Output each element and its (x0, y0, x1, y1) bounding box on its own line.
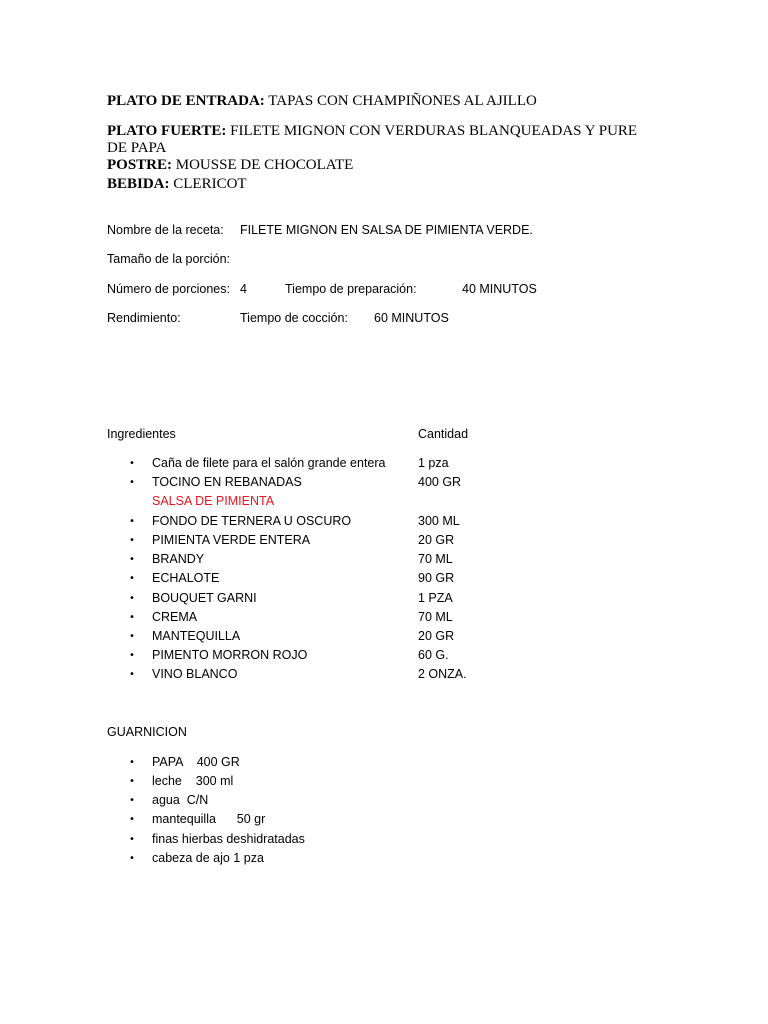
fuerte-value: FILETE MIGNON CON VERDURAS BLANQUEADAS Y PURE DE PAPA (107, 123, 638, 156)
rendimiento-label: Rendimiento: (107, 311, 181, 325)
bullet-icon: • (129, 593, 135, 604)
ingredient-qty: 60 G. (418, 648, 449, 662)
prep-value: 40 MINUTOS (462, 282, 537, 296)
nombre-label: Nombre de la receta: (107, 223, 224, 237)
ingredient-qty: 2 ONZA. (418, 667, 467, 681)
bullet-icon: • (129, 612, 135, 623)
garnish-title: GUARNICION (107, 725, 187, 739)
postre-line (107, 157, 353, 174)
bullet-icon: • (129, 814, 135, 825)
ingredient-qty: 20 GR (418, 629, 455, 643)
porciones-label: Número de porciones: (107, 282, 230, 296)
bullet-icon: • (129, 853, 135, 864)
ingredient-name: BRANDY (152, 552, 205, 566)
garnish-item: mantequilla 50 gr (152, 812, 266, 826)
ingredient-qty: 70 ML (418, 610, 453, 624)
porciones-value: 4 (240, 282, 247, 296)
ingredient-qty: 70 ML (418, 552, 453, 566)
ingredient-qty: 20 GR (418, 533, 455, 547)
ingredient-name: ECHALOTE (152, 571, 220, 585)
bullet-icon: • (129, 477, 135, 488)
prep-label: Tiempo de preparación: (285, 282, 417, 296)
entrada-value: TAPAS CON CHAMPIÑONES AL AJILLO (264, 93, 537, 109)
bullet-icon: • (129, 669, 135, 680)
bebida-value: CLERICOT (169, 176, 247, 192)
bullet-icon: • (129, 650, 135, 661)
garnish-item: PAPA 400 GR (152, 755, 240, 769)
tamano-label: Tamaño de la porción: (107, 252, 230, 266)
bullet-icon: • (129, 554, 135, 565)
bullet-icon: • (129, 776, 135, 787)
ingredient-qty: 300 ML (418, 514, 460, 528)
ingredient-name: MANTEQUILLA (152, 629, 241, 643)
coccion-label: Tiempo de cocción: (240, 311, 348, 325)
entrada-label: PLATO DE ENTRADA: (107, 93, 265, 109)
bullet-icon: • (129, 757, 135, 768)
ingredient-name: PIMENTO MORRON ROJO (152, 648, 308, 662)
entrada-line (107, 93, 537, 110)
coccion-value: 60 MINUTOS (374, 311, 449, 325)
garnish-item: finas hierbas deshidratadas (152, 832, 305, 846)
ingredient-qty: 400 GR (418, 475, 462, 489)
bullet-icon: • (129, 631, 135, 642)
quantity-header: Cantidad (418, 427, 469, 441)
garnish-item: leche 300 ml (152, 774, 234, 788)
fuerte-label: PLATO FUERTE: (107, 123, 227, 139)
bullet-icon: • (129, 516, 135, 527)
ingredient-qty: 1 pza (418, 456, 449, 470)
salsa-subheading: SALSA DE PIMIENTA (152, 494, 275, 508)
ingredient-name: BOUQUET GARNI (152, 591, 257, 605)
bebida-line (107, 176, 247, 193)
ingredient-name: CREMA (152, 610, 198, 624)
ingredients-header: Ingredientes (107, 427, 176, 441)
postre-label: POSTRE: (107, 157, 173, 173)
bullet-icon: • (129, 795, 135, 806)
ingredient-qty: 90 GR (418, 571, 455, 585)
bullet-icon: • (129, 458, 135, 469)
nombre-value: FILETE MIGNON EN SALSA DE PIMIENTA VERDE. (240, 223, 533, 237)
ingredient-name: FONDO DE TERNERA U OSCURO (152, 514, 352, 528)
postre-value: MOUSSE DE CHOCOLATE (172, 157, 354, 173)
ingredient-name: PIMIENTA VERDE ENTERA (152, 533, 311, 547)
ingredient-name: TOCINO EN REBANADAS (152, 475, 302, 489)
bullet-icon: • (129, 573, 135, 584)
ingredient-name: VINO BLANCO (152, 667, 238, 681)
garnish-item: agua C/N (152, 793, 209, 807)
bullet-icon: • (129, 834, 135, 845)
garnish-item: cabeza de ajo 1 pza (152, 851, 264, 865)
bullet-icon: • (129, 535, 135, 546)
ingredient-name: Caña de filete para el salón grande entera (152, 456, 386, 470)
ingredient-qty: 1 PZA (418, 591, 453, 605)
bebida-label: BEBIDA: (107, 176, 170, 192)
fuerte-line (107, 123, 657, 157)
